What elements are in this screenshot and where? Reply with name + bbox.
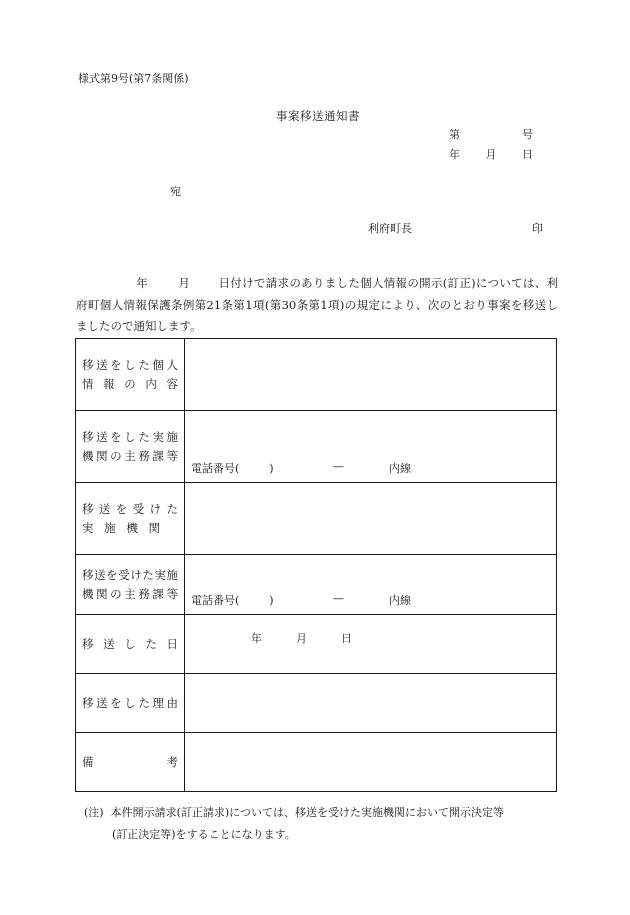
label-receiving-department: 移送を受けた実施 機関の主務課等 bbox=[76, 555, 185, 615]
number-prefix: 第 bbox=[449, 128, 460, 141]
date-year: 年 bbox=[449, 148, 460, 161]
phone-line: 電話番号( ) — 内線 bbox=[191, 460, 411, 475]
body-line-3: ましたので通知します。 bbox=[76, 319, 202, 333]
document-date bbox=[449, 146, 533, 162]
table-row bbox=[76, 411, 557, 483]
value-transferred-info bbox=[185, 339, 557, 411]
document-number bbox=[449, 126, 533, 142]
note-line-2: (訂正決定等)をすることになります。 bbox=[112, 828, 296, 841]
document-title: 事案移送通知書 bbox=[276, 109, 360, 123]
label-remarks: 備 考 bbox=[76, 733, 185, 792]
table-row bbox=[76, 615, 557, 674]
label-transferred-info: 移送をした個人 情報の内容 bbox=[76, 339, 185, 411]
label-transfer-reason: 移送をした理由 bbox=[76, 674, 185, 733]
note-line-1: 本件開示請求(訂正請求)については、移送を受けた実施機関において開示決定等 bbox=[110, 806, 504, 819]
issuer-name: 利府町長 bbox=[368, 222, 412, 235]
value-remarks bbox=[185, 733, 557, 792]
body-line-2: 府町個人情報保護条例第21条第1項(第30条第1項)の規定により、次のとおり事案を移送し bbox=[76, 297, 558, 312]
table-row bbox=[76, 339, 557, 411]
table-row bbox=[76, 674, 557, 733]
table-row bbox=[76, 555, 557, 615]
date-month: 月 bbox=[485, 148, 497, 161]
seal-mark: 印 bbox=[532, 222, 543, 235]
label-receiving-agency: 移送を受けた 実施機関 bbox=[76, 483, 185, 555]
footnote bbox=[84, 802, 564, 846]
label-transfer-date: 移送した日 bbox=[76, 615, 185, 674]
value-transfer-date: 年 月 日 bbox=[185, 615, 557, 674]
value-receiving-agency bbox=[185, 483, 557, 555]
body-line-1: 年 月 日付けで請求のありました個人情報の開示(訂正)については、利 bbox=[136, 276, 559, 290]
form-number-label: 様式第9号(第7条関係) bbox=[78, 72, 189, 85]
number-suffix: 号 bbox=[522, 128, 533, 141]
label-sending-department: 移送をした実施 機関の主務課等 bbox=[76, 411, 185, 483]
table-row bbox=[76, 733, 557, 792]
value-sending-department bbox=[185, 411, 557, 483]
notice-body bbox=[76, 273, 558, 338]
value-receiving-department bbox=[185, 555, 557, 615]
table-row bbox=[76, 483, 557, 555]
transfer-table bbox=[75, 338, 557, 792]
value-transfer-reason bbox=[185, 674, 557, 733]
addressee: 宛 bbox=[170, 185, 181, 198]
date-day: 日 bbox=[522, 148, 533, 161]
phone-line: 電話番号( ) — 内線 bbox=[191, 592, 411, 607]
note-prefix: (注) bbox=[84, 806, 104, 819]
